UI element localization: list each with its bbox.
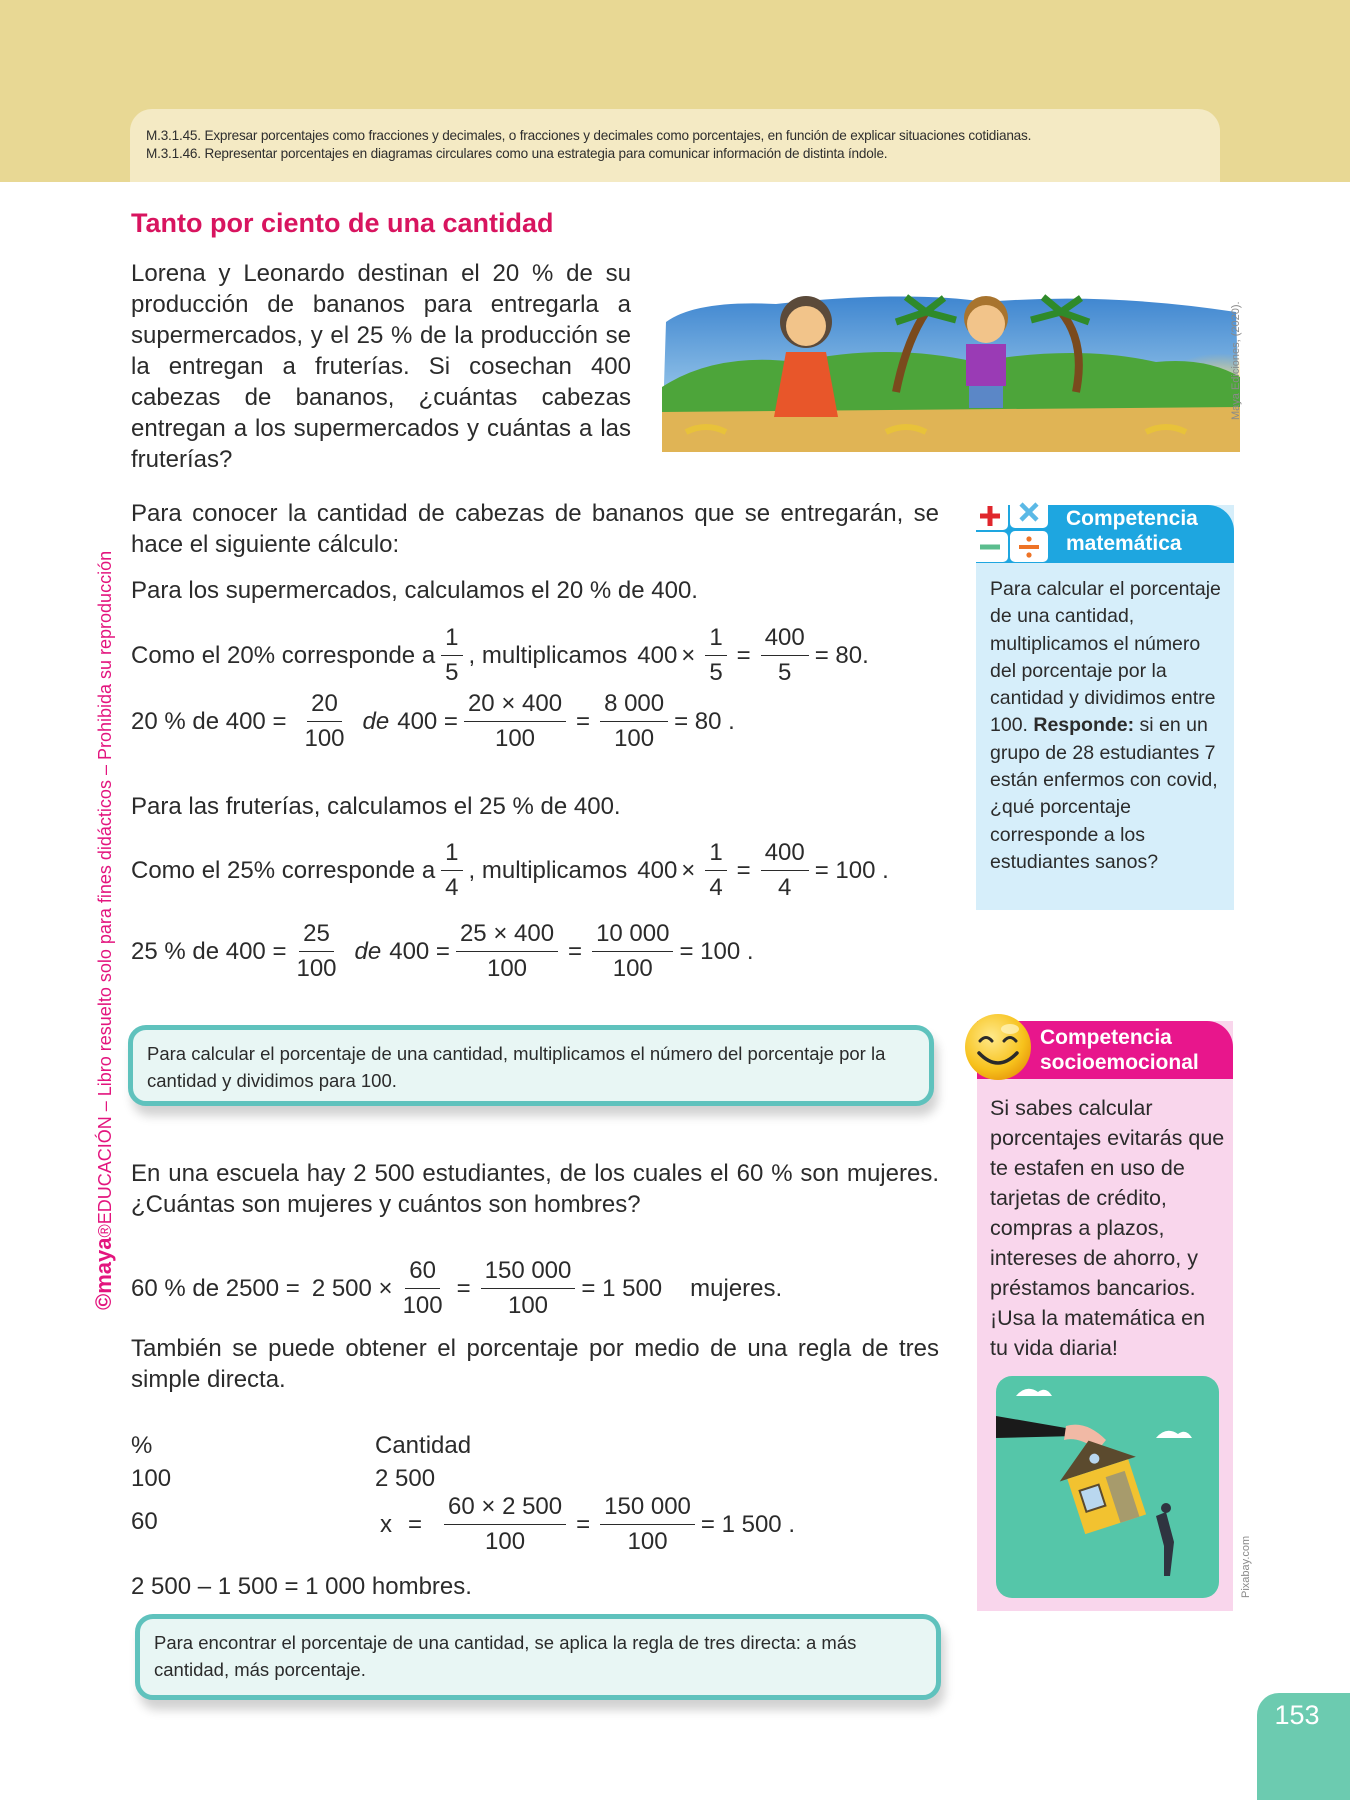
supermarket-lead: Para los supermercados, calculamos el 20 % de 400.: [131, 577, 698, 604]
table-header-quantity: Cantidad: [375, 1432, 472, 1459]
equals-sign: =: [576, 1510, 591, 1538]
result: = 100 .: [814, 856, 889, 884]
equals-sign: =: [736, 856, 751, 884]
fraction: $\frac{60}{100}$: [399, 1254, 447, 1323]
illustration-credit: Maya Ediciones, (2020).: [1230, 301, 1242, 420]
explanation: Para calcular el porcentaje de una cantidad, multiplicamos el número del porcentaje por la cantidad y dividimos entre 100.: [990, 578, 1221, 737]
page-number: 153: [1274, 1700, 1320, 1730]
fraction: $\frac{1}{4}$: [705, 836, 726, 905]
fraction: $\frac{60 \times 2 500}{100}$: [444, 1490, 566, 1559]
fraction: $\frac{25 \times 400}{100}$: [456, 917, 558, 986]
result: = 1 500 .: [700, 1510, 795, 1538]
men-result: 2 500 – 1 500 = 1 000 hombres.: [131, 1573, 472, 1600]
table-header-percent: %: [131, 1432, 153, 1459]
supermarket-fraction-line: [131, 621, 869, 690]
math-competence-text: [990, 576, 1230, 876]
title-line-2: socioemocional: [1040, 1051, 1199, 1074]
house-handover-illustration: [996, 1376, 1219, 1598]
fruit-percent-equation: [131, 917, 754, 986]
banana-farm-illustration: [656, 282, 1240, 452]
fraction: $\frac{150 000}{100}$: [600, 1490, 695, 1559]
socioemotional-title: [1040, 1025, 1199, 1075]
fraction: $\frac{10 000}{100}$: [592, 917, 673, 986]
watermark-text: ®EDUCACIÓN – Libro resuelto solo para fines didácticos – Prohibida su reproducción: [95, 550, 115, 1238]
calc-intro: Para conocer la cantidad de cabezas de bananos que se entregarán, se hace el siguiente cálculo:: [131, 500, 939, 558]
operand: 400 =: [389, 937, 450, 965]
operand: 400: [637, 856, 678, 884]
times-sign: ×: [681, 641, 696, 669]
math-competence-title: [1066, 506, 1198, 556]
operand: 2 500 ×: [311, 1274, 393, 1302]
supermarket-percent-equation: [131, 687, 735, 756]
title-line-1: Competencia: [1066, 507, 1198, 530]
rule-note-2: Para encontrar el porcentaje de una cantidad, se aplica la regla de tres directa: a más cantidad, más porcentaje.: [135, 1614, 941, 1700]
fraction: $\frac{20 \times 400}{100}$: [464, 687, 566, 756]
brand-logo: ©maya: [91, 1237, 116, 1310]
title-line-2: matemática: [1066, 532, 1182, 555]
copyright-watermark: [91, 480, 117, 1310]
multiply-label: , multiplicamos: [468, 856, 628, 884]
result: = 100 .: [679, 937, 754, 965]
como-prefix: Como el 25% corresponde a: [131, 856, 436, 884]
responde-label: Responde:: [1033, 714, 1135, 737]
fraction: $\frac{20}{100}$: [300, 687, 348, 756]
intro-problem: Lorena y Leonardo destinan el 20 % de su producción de bananos para entregarla a supermercados, y el 25 % de la producción se la entregan a fruterías. Si cosechan 400 cabezas de bananos, ¿cuántas cabezas entregan a los supermercados y cuántas a las fruterías?: [131, 260, 631, 473]
fraction-one-fourth: $\frac{1}{4}$: [441, 836, 462, 905]
unit-label: mujeres.: [690, 1274, 783, 1302]
objective-2: M.3.1.46. Representar porcentajes en diagramas circulares como una estrategia para comunicar información de distinta índole.: [146, 146, 888, 161]
fruit-lead: Para las fruterías, calculamos el 25 % de 400.: [131, 793, 621, 820]
como-prefix: Como el 20% corresponde a: [131, 641, 436, 669]
operand: 400: [637, 641, 678, 669]
fraction: $\frac{150 000}{100}$: [481, 1254, 576, 1323]
socioemotional-text: Si sabes calcular porcentajes evitarás que te estafen en uso de tarjetas de crédito, compras a plazos, intereses de ahorro, y préstamos bancarios. ¡Usa la matemática en tu vida diaria!: [990, 1096, 1225, 1360]
result: = 1 500: [581, 1274, 663, 1302]
result: = 80 .: [674, 707, 735, 735]
unknown-x: x: [380, 1510, 392, 1538]
equals-sign: =: [568, 937, 583, 965]
fraction: $\frac{1}{5}$: [705, 621, 726, 690]
table-row1-quantity: 2 500: [375, 1465, 436, 1492]
equals-sign: =: [408, 1510, 423, 1538]
equation-lhs: 60 % de 2500 =: [131, 1274, 300, 1302]
fraction: $\frac{400}{5}$: [761, 621, 809, 690]
house-illustration-graphic: [996, 1376, 1219, 1598]
equation-lhs: 25 % de 400 =: [131, 937, 287, 965]
title-line-1: Competencia: [1040, 1026, 1172, 1049]
fraction: $\frac{8 000}{100}$: [600, 687, 668, 756]
rule-note-1: Para calcular el porcentaje de una cantidad, multiplicamos el número del porcentaje por la cantidad y dividimos para 100.: [128, 1025, 934, 1106]
equals-sign: =: [736, 641, 751, 669]
section-title: Tanto por ciento de una cantidad: [131, 208, 554, 238]
smiley-face-icon: [962, 1011, 1034, 1083]
fraction: $\frac{25}{100}$: [292, 917, 340, 986]
objective-1: M.3.1.45. Expresar porcentajes como fracciones y decimales, o fracciones y decimales como porcentajes, en función de explicar situaciones cotidianas.: [146, 128, 1032, 143]
responde-question: si en un grupo de 28 estudiantes 7 están enfermos con covid, ¿qué porcentaje corresponde a los estudiantes sanos?: [990, 714, 1218, 873]
times-sign: ×: [681, 856, 696, 884]
table-row2-percent: 60: [131, 1508, 158, 1535]
multiply-label: , multiplicamos: [468, 641, 628, 669]
school-problem: En una escuela hay 2 500 estudiantes, de los cuales el 60 % son mujeres. ¿Cuántas son mujeres y cuántos son hombres?: [131, 1160, 939, 1218]
equals-sign: =: [456, 1274, 471, 1302]
operand: 400 =: [397, 707, 458, 735]
fraction: $\frac{400}{4}$: [761, 836, 809, 905]
equals-sign: =: [576, 707, 591, 735]
image-credit: Pixabay.com: [1240, 1535, 1252, 1598]
result: = 80.: [814, 641, 869, 669]
fraction-one-fifth: $\frac{1}{5}$: [441, 621, 462, 690]
equation-lhs: 20 % de 400 =: [131, 707, 287, 735]
rule-of-three-text: También se puede obtener el porcentaje por medio de una regla de tres simple directa.: [131, 1335, 939, 1393]
fruit-fraction-line: [131, 836, 889, 905]
school-percent-equation: [131, 1254, 782, 1323]
learning-objectives: [130, 109, 1220, 182]
de-label: de: [362, 707, 390, 735]
table-row1-percent: 100: [131, 1465, 172, 1492]
rule-of-three-equation: [380, 1490, 795, 1559]
math-operations-icon: [968, 498, 1050, 564]
de-label: de: [354, 937, 382, 965]
